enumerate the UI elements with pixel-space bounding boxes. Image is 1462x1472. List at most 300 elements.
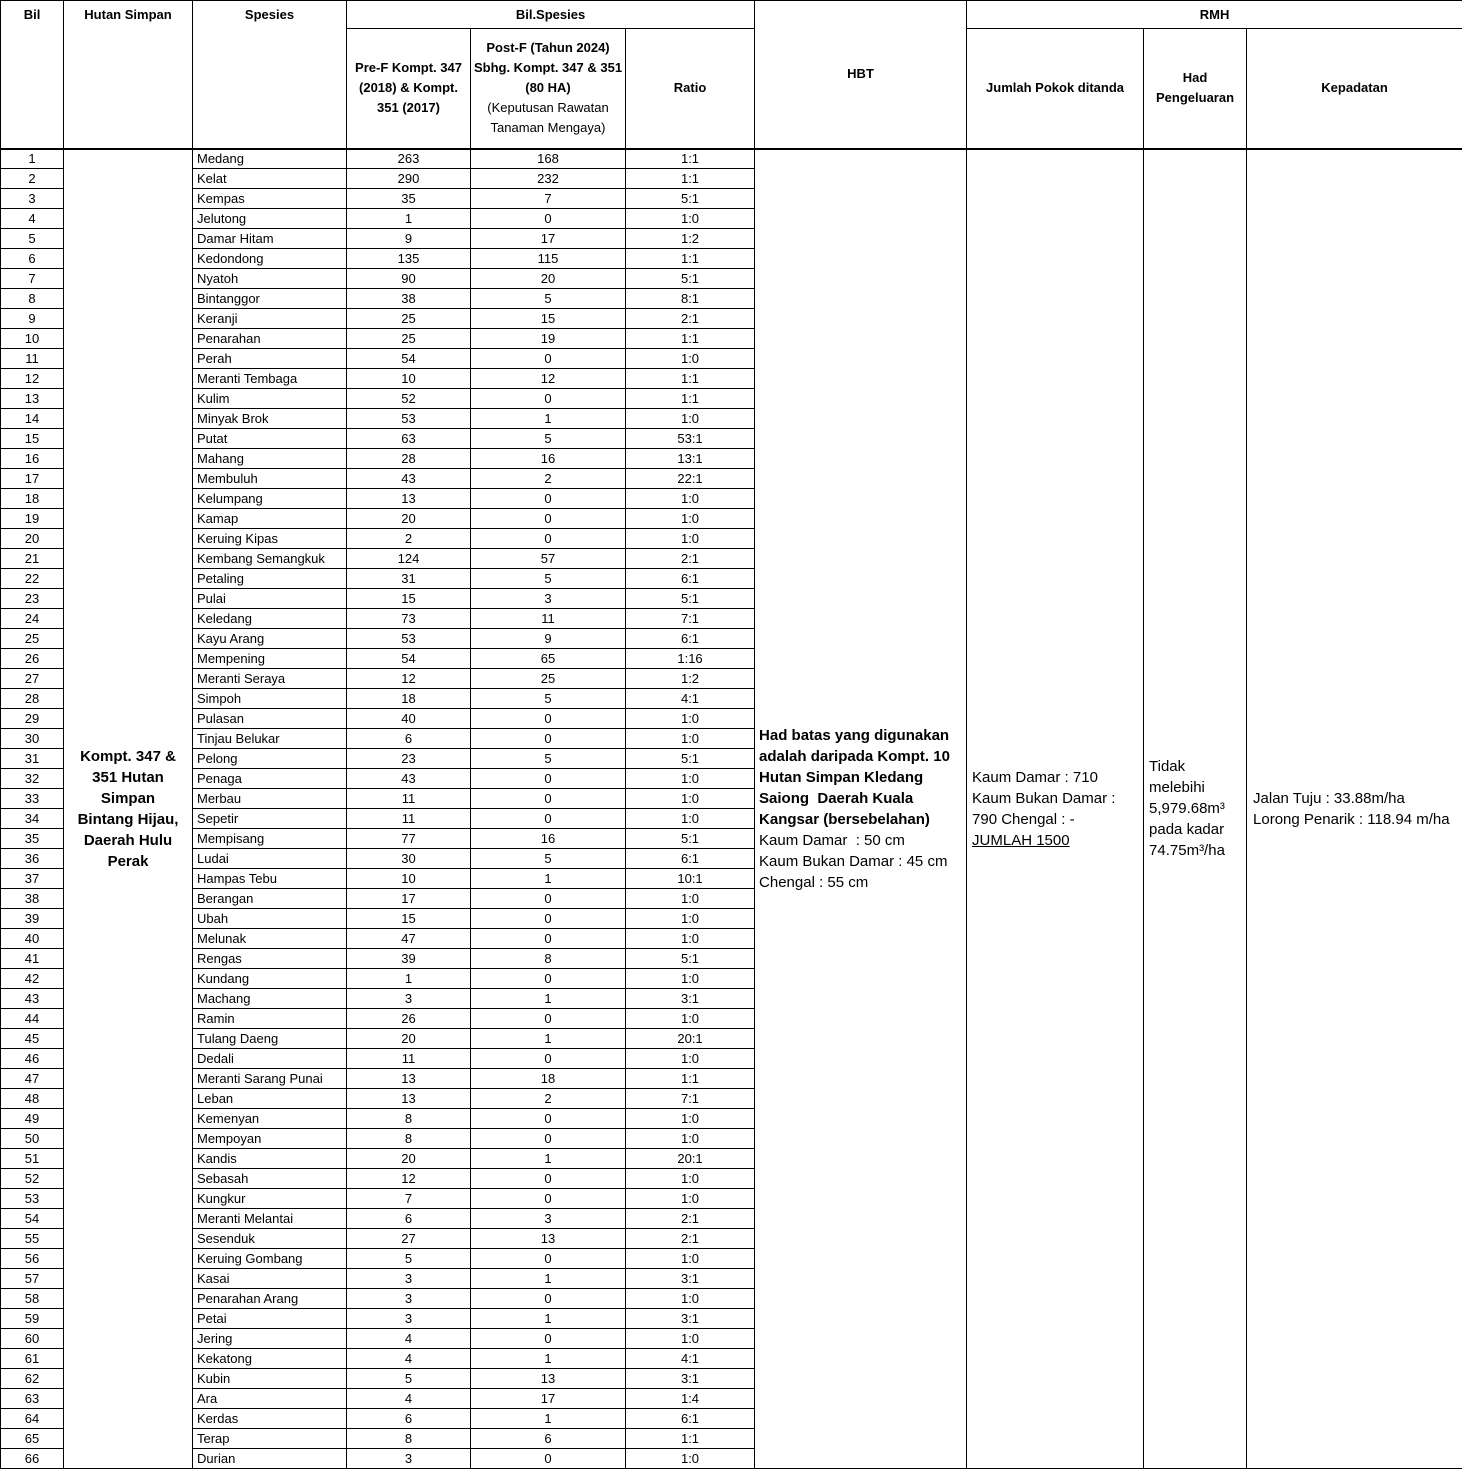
cell-post-f: 18 [471,1069,626,1089]
cell-bil: 15 [1,429,64,449]
col-header-pre-f [347,29,471,149]
cell-bil: 48 [1,1089,64,1109]
cell-pre-f: 90 [347,269,471,289]
hutan-simpan-text: Kompt. 347 & 351 Hutan Simpan Bintang Hijau, Daerah Hulu Perak [77,747,179,870]
cell-ratio: 4:1 [626,1349,755,1369]
cell-post-f: 17 [471,229,626,249]
cell-bil: 56 [1,1249,64,1269]
cell-spesies: Kandis [193,1149,347,1169]
cell-post-f: 16 [471,449,626,469]
cell-pre-f: 5 [347,1369,471,1389]
cell-ratio: 1:0 [626,1129,755,1149]
cell-ratio: 3:1 [626,1269,755,1289]
cell-pre-f: 12 [347,1169,471,1189]
cell-post-f: 25 [471,669,626,689]
cell-ratio: 5:1 [626,829,755,849]
cell-ratio: 1:2 [626,229,755,249]
cell-post-f: 1 [471,1309,626,1329]
cell-ratio: 6:1 [626,569,755,589]
cell-bil: 42 [1,969,64,989]
cell-ratio: 3:1 [626,1369,755,1389]
cell-ratio: 1:0 [626,489,755,509]
cell-spesies: Dedali [193,1049,347,1069]
cell-bil: 49 [1,1109,64,1129]
cell-spesies: Kungkur [193,1189,347,1209]
cell-spesies: Mempening [193,649,347,669]
cell-bil: 55 [1,1229,64,1249]
cell-pre-f: 263 [347,149,471,169]
cell-spesies: Perah [193,349,347,369]
cell-post-f: 2 [471,469,626,489]
cell-ratio: 1:0 [626,1009,755,1029]
cell-bil: 7 [1,269,64,289]
cell-bil: 34 [1,809,64,829]
cell-bil: 64 [1,1409,64,1429]
cell-pre-f: 53 [347,629,471,649]
cell-ratio: 1:0 [626,349,755,369]
cell-post-f: 3 [471,1209,626,1229]
cell-ratio: 1:0 [626,529,755,549]
cell-bil: 63 [1,1389,64,1409]
cell-ratio: 2:1 [626,1229,755,1249]
cell-spesies: Hampas Tebu [193,869,347,889]
cell-post-f: 0 [471,489,626,509]
cell-pre-f: 8 [347,1109,471,1129]
cell-spesies: Ramin [193,1009,347,1029]
cell-pre-f: 8 [347,1129,471,1149]
cell-pre-f: 10 [347,869,471,889]
cell-post-f: 16 [471,829,626,849]
cell-post-f: 1 [471,1029,626,1049]
cell-post-f: 0 [471,1189,626,1209]
cell-spesies: Kubin [193,1369,347,1389]
cell-spesies: Membuluh [193,469,347,489]
cell-post-f: 1 [471,1349,626,1369]
cell-ratio: 5:1 [626,589,755,609]
cell-pre-f: 53 [347,409,471,429]
cell-spesies: Keledang [193,609,347,629]
cell-bil: 9 [1,309,64,329]
cell-spesies: Tulang Daeng [193,1029,347,1049]
cell-ratio: 8:1 [626,289,755,309]
cell-ratio: 1:1 [626,1069,755,1089]
cell-post-f: 0 [471,1169,626,1189]
cell-pre-f: 28 [347,449,471,469]
cell-spesies: Bintanggor [193,289,347,309]
cell-bil: 45 [1,1029,64,1049]
cell-post-f: 65 [471,649,626,669]
cell-pre-f: 3 [347,1309,471,1329]
cell-pre-f: 3 [347,989,471,1009]
cell-pre-f: 63 [347,429,471,449]
cell-pre-f: 54 [347,649,471,669]
cell-spesies: Mempisang [193,829,347,849]
cell-post-f: 7 [471,189,626,209]
cell-pre-f: 18 [347,689,471,709]
cell-post-f: 6 [471,1429,626,1449]
cell-post-f: 15 [471,309,626,329]
table-body [1,149,1462,1469]
cell-bil: 28 [1,689,64,709]
cell-pre-f: 11 [347,789,471,809]
cell-bil: 53 [1,1189,64,1209]
cell-ratio: 1:0 [626,769,755,789]
cell-spesies: Sebasah [193,1169,347,1189]
cell-spesies: Pelong [193,749,347,769]
cell-pre-f: 38 [347,289,471,309]
had-pengeluaran-text: Tidak melebihi 5,979.68m³ pada kadar 74.75m³/ha [1149,758,1225,860]
cell-ratio: 6:1 [626,629,755,649]
cell-post-f: 0 [471,709,626,729]
cell-post-f: 57 [471,549,626,569]
cell-bil: 20 [1,529,64,549]
cell-post-f: 5 [471,689,626,709]
hbt-bold-text: Had batas yang digunakan adalah daripada Kompt. 10 Hutan Simpan Kledang Saiong Daerah Kuala Kangsar (bersebelahan) [759,726,950,828]
col-group-rmh: RMH [967,1,1462,29]
cell-pre-f: 3 [347,1269,471,1289]
cell-ratio: 1:1 [626,1429,755,1449]
cell-bil: 2 [1,169,64,189]
cell-ratio: 1:0 [626,909,755,929]
cell-post-f: 1 [471,409,626,429]
cell-pre-f: 6 [347,1209,471,1229]
cell-ratio: 2:1 [626,309,755,329]
cell-bil: 35 [1,829,64,849]
cell-post-f: 232 [471,169,626,189]
col-header-hutan-simpan: Hutan Simpan [64,1,193,149]
cell-spesies: Kulim [193,389,347,409]
cell-ratio: 1:0 [626,729,755,749]
cell-bil: 3 [1,189,64,209]
cell-pre-f: 17 [347,889,471,909]
cell-pre-f: 124 [347,549,471,569]
cell-bil: 38 [1,889,64,909]
cell-bil: 10 [1,329,64,349]
cell-bil: 33 [1,789,64,809]
cell-post-f: 5 [471,569,626,589]
col-group-bil-spesies: Bil.Spesies [347,1,755,29]
cell-bil: 8 [1,289,64,309]
cell-spesies: Durian [193,1449,347,1469]
cell-bil: 25 [1,629,64,649]
cell-bil: 26 [1,649,64,669]
cell-pre-f: 52 [347,389,471,409]
cell-bil: 36 [1,849,64,869]
cell-post-f: 17 [471,1389,626,1409]
cell-spesies: Leban [193,1089,347,1109]
cell-spesies: Rengas [193,949,347,969]
cell-post-f: 13 [471,1229,626,1249]
table-row [1,149,1462,169]
cell-ratio: 1:1 [626,169,755,189]
cell-spesies: Penarahan Arang [193,1289,347,1309]
cell-bil: 19 [1,509,64,529]
cell-ratio: 53:1 [626,429,755,449]
cell-pre-f: 43 [347,769,471,789]
cell-spesies: Kasai [193,1269,347,1289]
cell-spesies: Terap [193,1429,347,1449]
cell-pre-f: 15 [347,909,471,929]
cell-spesies: Jelutong [193,209,347,229]
cell-pre-f: 9 [347,229,471,249]
cell-post-f: 0 [471,389,626,409]
cell-pre-f: 25 [347,309,471,329]
cell-bil: 61 [1,1349,64,1369]
cell-pre-f: 54 [347,349,471,369]
cell-spesies: Kelat [193,169,347,189]
cell-ratio: 1:1 [626,389,755,409]
cell-spesies: Merbau [193,789,347,809]
cell-had-pengeluaran [1144,149,1247,1469]
cell-ratio: 1:1 [626,249,755,269]
cell-ratio: 1:0 [626,1449,755,1469]
cell-pre-f: 135 [347,249,471,269]
col-header-kepadatan: Kepadatan [1247,29,1462,149]
cell-spesies: Kamap [193,509,347,529]
cell-bil: 32 [1,769,64,789]
cell-bil: 51 [1,1149,64,1169]
cell-bil: 18 [1,489,64,509]
cell-spesies: Penaga [193,769,347,789]
cell-spesies: Kayu Arang [193,629,347,649]
cell-spesies: Meranti Melantai [193,1209,347,1229]
cell-pre-f: 13 [347,1069,471,1089]
cell-ratio: 1:0 [626,1109,755,1129]
cell-ratio: 1:1 [626,329,755,349]
cell-ratio: 6:1 [626,1409,755,1429]
cell-post-f: 0 [471,1329,626,1349]
cell-spesies: Kelumpang [193,489,347,509]
cell-pre-f: 23 [347,749,471,769]
cell-ratio: 5:1 [626,949,755,969]
cell-bil: 58 [1,1289,64,1309]
cell-bil: 14 [1,409,64,429]
cell-spesies: Mempoyan [193,1129,347,1149]
cell-post-f: 0 [471,909,626,929]
cell-spesies: Simpoh [193,689,347,709]
cell-spesies: Ara [193,1389,347,1409]
cell-ratio: 1:2 [626,669,755,689]
cell-post-f: 0 [471,789,626,809]
cell-bil: 5 [1,229,64,249]
cell-ratio: 1:1 [626,149,755,169]
cell-ratio: 2:1 [626,549,755,569]
cell-spesies: Sepetir [193,809,347,829]
cell-spesies: Kempas [193,189,347,209]
col-header-ratio: Ratio [626,29,755,149]
cell-bil: 22 [1,569,64,589]
cell-bil: 17 [1,469,64,489]
cell-bil: 62 [1,1369,64,1389]
cell-post-f: 115 [471,249,626,269]
cell-bil: 46 [1,1049,64,1069]
cell-post-f: 3 [471,589,626,609]
cell-spesies: Petaling [193,569,347,589]
cell-spesies: Tinjau Belukar [193,729,347,749]
col-header-spesies: Spesies [193,1,347,149]
col-header-bil: Bil [1,1,64,149]
post-f-note: (Keputusan Rawatan Tanaman Mengaya) [487,100,609,136]
cell-ratio: 1:0 [626,409,755,429]
cell-post-f: 0 [471,1049,626,1069]
cell-bil: 65 [1,1429,64,1449]
cell-bil: 57 [1,1269,64,1289]
cell-ratio: 5:1 [626,269,755,289]
cell-post-f: 20 [471,269,626,289]
col-header-jumlah-pokok: Jumlah Pokok ditanda [967,29,1144,149]
cell-post-f: 8 [471,949,626,969]
cell-spesies: Kundang [193,969,347,989]
cell-ratio: 1:0 [626,1249,755,1269]
cell-pre-f: 13 [347,1089,471,1109]
cell-post-f: 5 [471,849,626,869]
cell-pre-f: 20 [347,1029,471,1049]
cell-ratio: 3:1 [626,989,755,1009]
cell-bil: 43 [1,989,64,1009]
cell-bil: 13 [1,389,64,409]
cell-pre-f: 290 [347,169,471,189]
cell-post-f: 19 [471,329,626,349]
cell-bil: 47 [1,1069,64,1089]
cell-pre-f: 11 [347,1049,471,1069]
cell-spesies: Damar Hitam [193,229,347,249]
cell-post-f: 9 [471,629,626,649]
cell-ratio: 5:1 [626,189,755,209]
cell-ratio: 20:1 [626,1029,755,1049]
cell-bil: 60 [1,1329,64,1349]
cell-ratio: 1:0 [626,969,755,989]
cell-spesies: Keranji [193,309,347,329]
cell-bil: 12 [1,369,64,389]
cell-spesies: Berangan [193,889,347,909]
cell-bil: 31 [1,749,64,769]
cell-spesies: Kedondong [193,249,347,269]
cell-pre-f: 31 [347,569,471,589]
cell-pre-f: 77 [347,829,471,849]
cell-pre-f: 73 [347,609,471,629]
cell-ratio: 3:1 [626,1309,755,1329]
cell-ratio: 1:0 [626,1169,755,1189]
cell-spesies: Ludai [193,849,347,869]
cell-ratio: 1:0 [626,789,755,809]
cell-post-f: 0 [471,1129,626,1149]
cell-post-f: 1 [471,989,626,1009]
cell-bil: 24 [1,609,64,629]
cell-pre-f: 7 [347,1189,471,1209]
cell-pre-f: 4 [347,1329,471,1349]
cell-pre-f: 47 [347,929,471,949]
cell-pre-f: 27 [347,1229,471,1249]
cell-bil: 52 [1,1169,64,1189]
pre-f-label: Pre-F Kompt. 347 (2018) & Kompt. 351 (2017) [355,60,462,116]
cell-bil: 59 [1,1309,64,1329]
cell-pre-f: 20 [347,1149,471,1169]
cell-ratio: 20:1 [626,1149,755,1169]
cell-ratio: 1:0 [626,1189,755,1209]
cell-pre-f: 15 [347,589,471,609]
cell-post-f: 1 [471,1409,626,1429]
cell-pre-f: 1 [347,209,471,229]
cell-spesies: Medang [193,149,347,169]
cell-post-f: 2 [471,1089,626,1109]
header-row-groups [1,1,1462,29]
cell-post-f: 0 [471,1109,626,1129]
col-header-post-f [471,29,626,149]
cell-post-f: 0 [471,509,626,529]
cell-jumlah-pokok [967,149,1144,1469]
jumlah-pokok-text: Kaum Damar : 710 Kaum Bukan Damar : 790 Chengal : - [972,768,1116,828]
cell-bil: 41 [1,949,64,969]
cell-spesies: Kerdas [193,1409,347,1429]
cell-hbt [755,149,967,1469]
cell-bil: 54 [1,1209,64,1229]
cell-spesies: Jering [193,1329,347,1349]
cell-spesies: Pulasan [193,709,347,729]
cell-pre-f: 25 [347,329,471,349]
cell-bil: 4 [1,209,64,229]
cell-bil: 1 [1,149,64,169]
cell-pre-f: 8 [347,1429,471,1449]
cell-bil: 30 [1,729,64,749]
cell-ratio: 10:1 [626,869,755,889]
cell-pre-f: 1 [347,969,471,989]
cell-spesies: Meranti Seraya [193,669,347,689]
cell-post-f: 0 [471,809,626,829]
cell-post-f: 0 [471,729,626,749]
cell-ratio: 22:1 [626,469,755,489]
cell-bil: 21 [1,549,64,569]
cell-pre-f: 20 [347,509,471,529]
cell-ratio: 1:16 [626,649,755,669]
cell-ratio: 5:1 [626,749,755,769]
cell-pre-f: 3 [347,1289,471,1309]
cell-post-f: 0 [471,769,626,789]
cell-post-f: 13 [471,1369,626,1389]
cell-bil: 29 [1,709,64,729]
cell-post-f: 1 [471,1269,626,1289]
cell-pre-f: 6 [347,1409,471,1429]
cell-ratio: 1:0 [626,709,755,729]
cell-post-f: 1 [471,869,626,889]
cell-bil: 11 [1,349,64,369]
cell-post-f: 168 [471,149,626,169]
cell-pre-f: 26 [347,1009,471,1029]
cell-kepadatan [1247,149,1462,1469]
cell-post-f: 0 [471,209,626,229]
cell-ratio: 2:1 [626,1209,755,1229]
cell-bil: 50 [1,1129,64,1149]
cell-bil: 66 [1,1449,64,1469]
kepadatan-text: Jalan Tuju : 33.88m/ha Lorong Penarik : 118.94 m/ha [1253,789,1450,828]
cell-pre-f: 30 [347,849,471,869]
cell-pre-f: 12 [347,669,471,689]
cell-post-f: 0 [471,529,626,549]
hbt-limits-text: Kaum Damar : 50 cm Kaum Bukan Damar : 45 cm Chengal : 55 cm [759,831,948,891]
cell-post-f: 0 [471,349,626,369]
cell-spesies: Nyatoh [193,269,347,289]
cell-spesies: Mahang [193,449,347,469]
cell-ratio: 1:1 [626,369,755,389]
jumlah-pokok-total: JUMLAH 1500 [972,831,1070,849]
cell-ratio: 1:0 [626,1049,755,1069]
cell-spesies: Machang [193,989,347,1009]
cell-ratio: 1:0 [626,1329,755,1349]
col-header-had-pengeluaran: Had Pengeluaran [1144,29,1247,149]
cell-ratio: 1:0 [626,1289,755,1309]
cell-post-f: 11 [471,609,626,629]
col-header-hbt: HBT [755,1,967,149]
cell-bil: 40 [1,929,64,949]
